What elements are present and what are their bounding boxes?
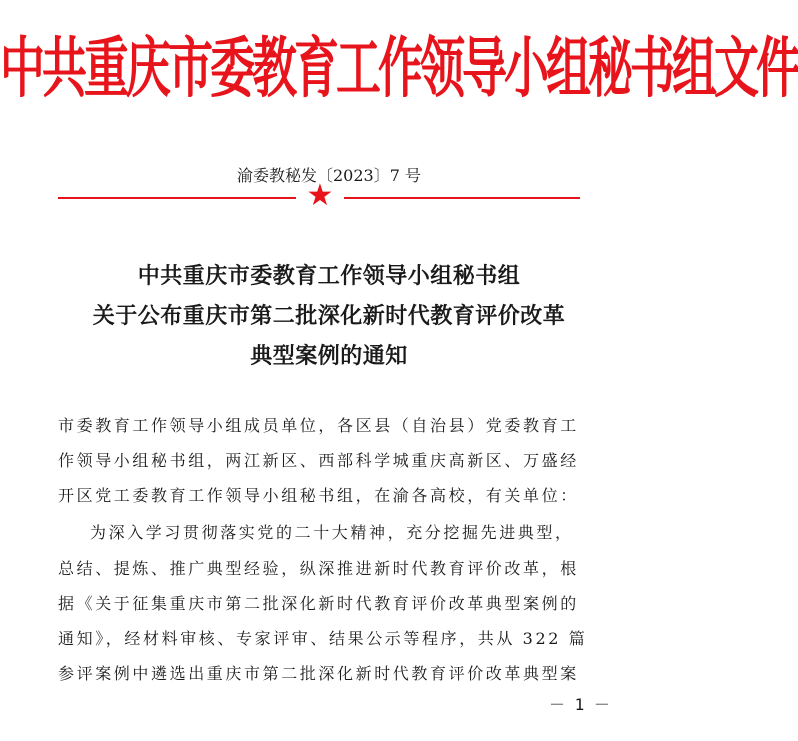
title-line: 中共重庆市委教育工作领导小组秘书组 bbox=[137, 263, 521, 289]
body-text-line: 通知》，经材料审核、专家评审、结果公示等程序，共从 322 篇 bbox=[58, 629, 588, 648]
body-text-line: 参评案例中遴选出重庆市第二批深化新时代教育评价改革典型案 bbox=[58, 664, 579, 683]
body-text-line: 开区党工委教育工作领导小组秘书组，在渝各高校，有关单位： bbox=[58, 486, 579, 505]
document-masthead: 中共重庆市委教育工作领导小组秘书组文件 bbox=[0, 29, 798, 107]
page-number: － 1 － bbox=[549, 695, 610, 714]
body-text-line: 为深入学习贯彻落实党的二十大精神，充分挖掘先进典型， bbox=[90, 523, 574, 542]
red-divider-right bbox=[344, 197, 580, 199]
body-text-line: 市委教育工作领导小组成员单位，各区县（自治县）党委教育工 bbox=[58, 416, 579, 435]
body-text-line: 据《关于征集重庆市第二批深化新时代教育评价改革典型案例的 bbox=[58, 594, 579, 613]
title-line: 关于公布重庆市第二批深化新时代教育评价改革 bbox=[92, 303, 566, 329]
red-star-icon: ★ bbox=[306, 178, 334, 213]
title-line: 典型案例的通知 bbox=[250, 343, 408, 369]
document-number: 渝委教秘发〔2023〕7 号 bbox=[237, 166, 421, 185]
body-text-line: 作领导小组秘书组，两江新区、西部科学城重庆高新区、万盛经 bbox=[58, 451, 579, 470]
body-text-line: 总结、提炼、推广典型经验，纵深推进新时代教育评价改革，根 bbox=[58, 559, 579, 578]
red-divider-left bbox=[58, 197, 296, 199]
